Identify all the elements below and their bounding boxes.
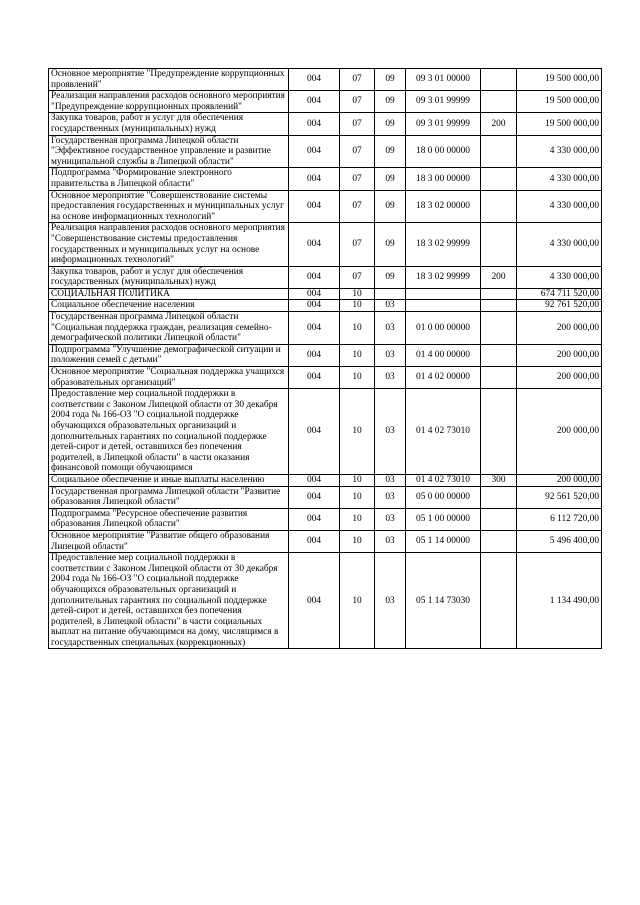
grbs-code-cell: 004 [289,69,340,91]
subsection-code-cell: 09 [375,91,406,113]
section-code-cell: 10 [340,312,375,345]
expense-type-cell [481,190,517,223]
grbs-code-cell: 004 [289,367,340,389]
expense-type-cell [481,91,517,113]
expense-name-cell: Подпрограмма "Формирование электронного правительства в Липецкой области" [49,168,289,190]
target-article-cell [406,300,481,312]
grbs-code-cell: 004 [289,113,340,135]
table-row [49,190,602,223]
amount-cell: 92 561 520,00 [517,486,602,508]
section-code-cell: 07 [340,91,375,113]
grbs-code-cell: 004 [289,288,340,300]
expense-type-cell [481,69,517,91]
target-article-cell: 01 4 02 73010 [406,389,481,475]
subsection-code-cell: 03 [375,300,406,312]
section-code-cell: 10 [340,389,375,475]
subsection-code-cell: 03 [375,553,406,649]
target-article-cell: 18 0 00 00000 [406,135,481,168]
amount-cell: 19 500 000,00 [517,113,602,135]
target-article-cell: 05 1 00 00000 [406,508,481,530]
expense-name-cell: Основное мероприятие "Развитие общего образования Липецкой области" [49,530,289,552]
subsection-code-cell: 09 [375,190,406,223]
subsection-code-cell: 03 [375,508,406,530]
subsection-code-cell: 09 [375,69,406,91]
table-row [49,288,602,300]
subsection-code-cell: 09 [375,223,406,266]
target-article-cell: 18 3 00 00000 [406,168,481,190]
amount-cell: 6 112 720,00 [517,508,602,530]
expense-type-cell: 200 [481,266,517,288]
section-code-cell: 07 [340,168,375,190]
expense-name-cell: Государственная программа Липецкой области "Социальная поддержка граждан, реализация семейно-демографической политики Липецкой области" [49,312,289,345]
grbs-code-cell: 004 [289,530,340,552]
grbs-code-cell: 004 [289,344,340,366]
section-code-cell: 10 [340,553,375,649]
target-article-cell: 09 3 01 00000 [406,69,481,91]
expense-name-cell: Закупка товаров, работ и услуг для обеспечения государственных (муниципальных) нужд [49,266,289,288]
table-row [49,223,602,266]
grbs-code-cell: 004 [289,300,340,312]
expense-name-cell: Предоставление мер социальной поддержки в соответствии с Законом Липецкой области от 30 декабря 2004 года № 166-ОЗ "О социальной поддержке обучающихся образовательных организаций и дополнительных гарантиях по социальной поддержке детей-сирот и детей, оставшихся без попечения родителей, в Липецкой области" в части оказания финансовой помощи обучающимся [49,389,289,475]
subsection-code-cell: 09 [375,266,406,288]
table-row [49,135,602,168]
expense-name-cell: Реализация направления расходов основного мероприятия "Совершенствование системы предоставления государственных и муниципальных услуг на основе информационных технологий" [49,223,289,266]
expense-name-cell: Основное мероприятие "Социальная поддержка учащихся образовательных организаций" [49,367,289,389]
table-row [49,300,602,312]
amount-cell: 1 134 490,00 [517,553,602,649]
amount-cell: 5 496 400,00 [517,530,602,552]
expense-type-cell [481,300,517,312]
table-row [49,312,602,345]
amount-cell: 19 500 000,00 [517,69,602,91]
section-code-cell: 07 [340,69,375,91]
amount-cell: 200 000,00 [517,389,602,475]
amount-cell: 4 330 000,00 [517,190,602,223]
section-code-cell: 07 [340,266,375,288]
expense-name-cell: СОЦИАЛЬНАЯ ПОЛИТИКА [49,288,289,300]
grbs-code-cell: 004 [289,486,340,508]
target-article-cell: 01 4 00 00000 [406,344,481,366]
table-row [49,530,602,552]
section-code-cell: 10 [340,474,375,486]
section-code-cell: 07 [340,223,375,266]
target-article-cell: 09 3 01 99999 [406,91,481,113]
table-row [49,508,602,530]
target-article-cell: 18 3 02 99999 [406,266,481,288]
expense-name-cell: Государственная программа Липецкой области "Эффективное государственное управление и развитие муниципальной службы в Липецкой области" [49,135,289,168]
section-code-cell: 07 [340,113,375,135]
amount-cell: 92 761 520,00 [517,300,602,312]
expense-type-cell [481,553,517,649]
expense-type-cell [481,135,517,168]
target-article-cell: 18 3 02 00000 [406,190,481,223]
subsection-code-cell: 03 [375,486,406,508]
grbs-code-cell: 004 [289,508,340,530]
target-article-cell: 18 3 02 99999 [406,223,481,266]
section-code-cell: 10 [340,344,375,366]
grbs-code-cell: 004 [289,91,340,113]
expense-type-cell [481,223,517,266]
subsection-code-cell: 03 [375,530,406,552]
expense-type-cell [481,530,517,552]
expense-type-cell [481,486,517,508]
grbs-code-cell: 004 [289,389,340,475]
section-code-cell: 10 [340,288,375,300]
subsection-code-cell [375,288,406,300]
amount-cell: 4 330 000,00 [517,223,602,266]
expense-type-cell [481,508,517,530]
expense-name-cell: Подпрограмма "Ресурсное обеспечение развития образования Липецкой области" [49,508,289,530]
table-row [49,168,602,190]
expense-type-cell: 200 [481,113,517,135]
expense-name-cell: Закупка товаров, работ и услуг для обеспечения государственных (муниципальных) нужд [49,113,289,135]
target-article-cell: 05 1 14 73030 [406,553,481,649]
expense-name-cell: Основное мероприятие "Предупреждение коррупционных проявлений" [49,69,289,91]
target-article-cell: 01 4 02 73010 [406,474,481,486]
grbs-code-cell: 004 [289,266,340,288]
expense-name-cell: Предоставление мер социальной поддержки в соответствии с Законом Липецкой области от 30 декабря 2004 года № 166-ОЗ "О социальной поддержке обучающихся образовательных организаций и дополнительных гарантиях по социальной поддержке детей-сирот и детей, оставшихся без попечения родителей, в Липецкой области" в части социальных выплат на питание обучающимся на дому, числящимся в государственных специальных (коррекционных) [49,553,289,649]
target-article-cell: 05 0 00 00000 [406,486,481,508]
expense-name-cell: Государственная программа Липецкой области "Развитие образования Липецкой области" [49,486,289,508]
table-row [49,91,602,113]
grbs-code-cell: 004 [289,135,340,168]
amount-cell: 200 000,00 [517,367,602,389]
amount-cell: 19 500 000,00 [517,91,602,113]
subsection-code-cell: 03 [375,367,406,389]
expense-name-cell: Основное мероприятие "Совершенствование системы предоставления государственных и муниципальных услуг на основе информационных технологий" [49,190,289,223]
amount-cell: 200 000,00 [517,344,602,366]
subsection-code-cell: 03 [375,474,406,486]
expense-name-cell: Подпрограмма "Улучшение демографической ситуации и положения семей с детьми" [49,344,289,366]
table-row [49,553,602,649]
section-code-cell: 10 [340,300,375,312]
table-row [49,474,602,486]
table-row [49,113,602,135]
section-code-cell: 10 [340,367,375,389]
amount-cell: 200 000,00 [517,312,602,345]
table-body [49,69,602,649]
budget-document-page [48,68,601,649]
grbs-code-cell: 004 [289,474,340,486]
subsection-code-cell: 03 [375,389,406,475]
expense-type-cell [481,288,517,300]
expense-type-cell [481,168,517,190]
expense-name-cell: Социальное обеспечение населения [49,300,289,312]
table-row [49,69,602,91]
amount-cell: 674 711 520,00 [517,288,602,300]
table-row [49,486,602,508]
section-code-cell: 10 [340,486,375,508]
target-article-cell: 05 1 14 00000 [406,530,481,552]
target-article-cell: 01 0 00 00000 [406,312,481,345]
section-code-cell: 07 [340,135,375,168]
amount-cell: 200 000,00 [517,474,602,486]
budget-allocation-table [48,68,602,649]
grbs-code-cell: 004 [289,190,340,223]
table-row [49,389,602,475]
target-article-cell [406,288,481,300]
table-row [49,367,602,389]
subsection-code-cell: 09 [375,113,406,135]
section-code-cell: 10 [340,508,375,530]
grbs-code-cell: 004 [289,553,340,649]
subsection-code-cell: 09 [375,168,406,190]
grbs-code-cell: 004 [289,223,340,266]
target-article-cell: 09 3 01 99999 [406,113,481,135]
expense-name-cell: Реализация направления расходов основного мероприятия "Предупреждение коррупционных проявлений" [49,91,289,113]
expense-type-cell [481,344,517,366]
expense-type-cell [481,312,517,345]
amount-cell: 4 330 000,00 [517,266,602,288]
expense-type-cell [481,389,517,475]
grbs-code-cell: 004 [289,168,340,190]
expense-type-cell [481,367,517,389]
subsection-code-cell: 03 [375,344,406,366]
expense-type-cell: 300 [481,474,517,486]
target-article-cell: 01 4 02 00000 [406,367,481,389]
table-row [49,266,602,288]
amount-cell: 4 330 000,00 [517,168,602,190]
expense-name-cell: Социальное обеспечение и иные выплаты населению [49,474,289,486]
subsection-code-cell: 03 [375,312,406,345]
subsection-code-cell: 09 [375,135,406,168]
table-row [49,344,602,366]
section-code-cell: 10 [340,530,375,552]
grbs-code-cell: 004 [289,312,340,345]
amount-cell: 4 330 000,00 [517,135,602,168]
section-code-cell: 07 [340,190,375,223]
